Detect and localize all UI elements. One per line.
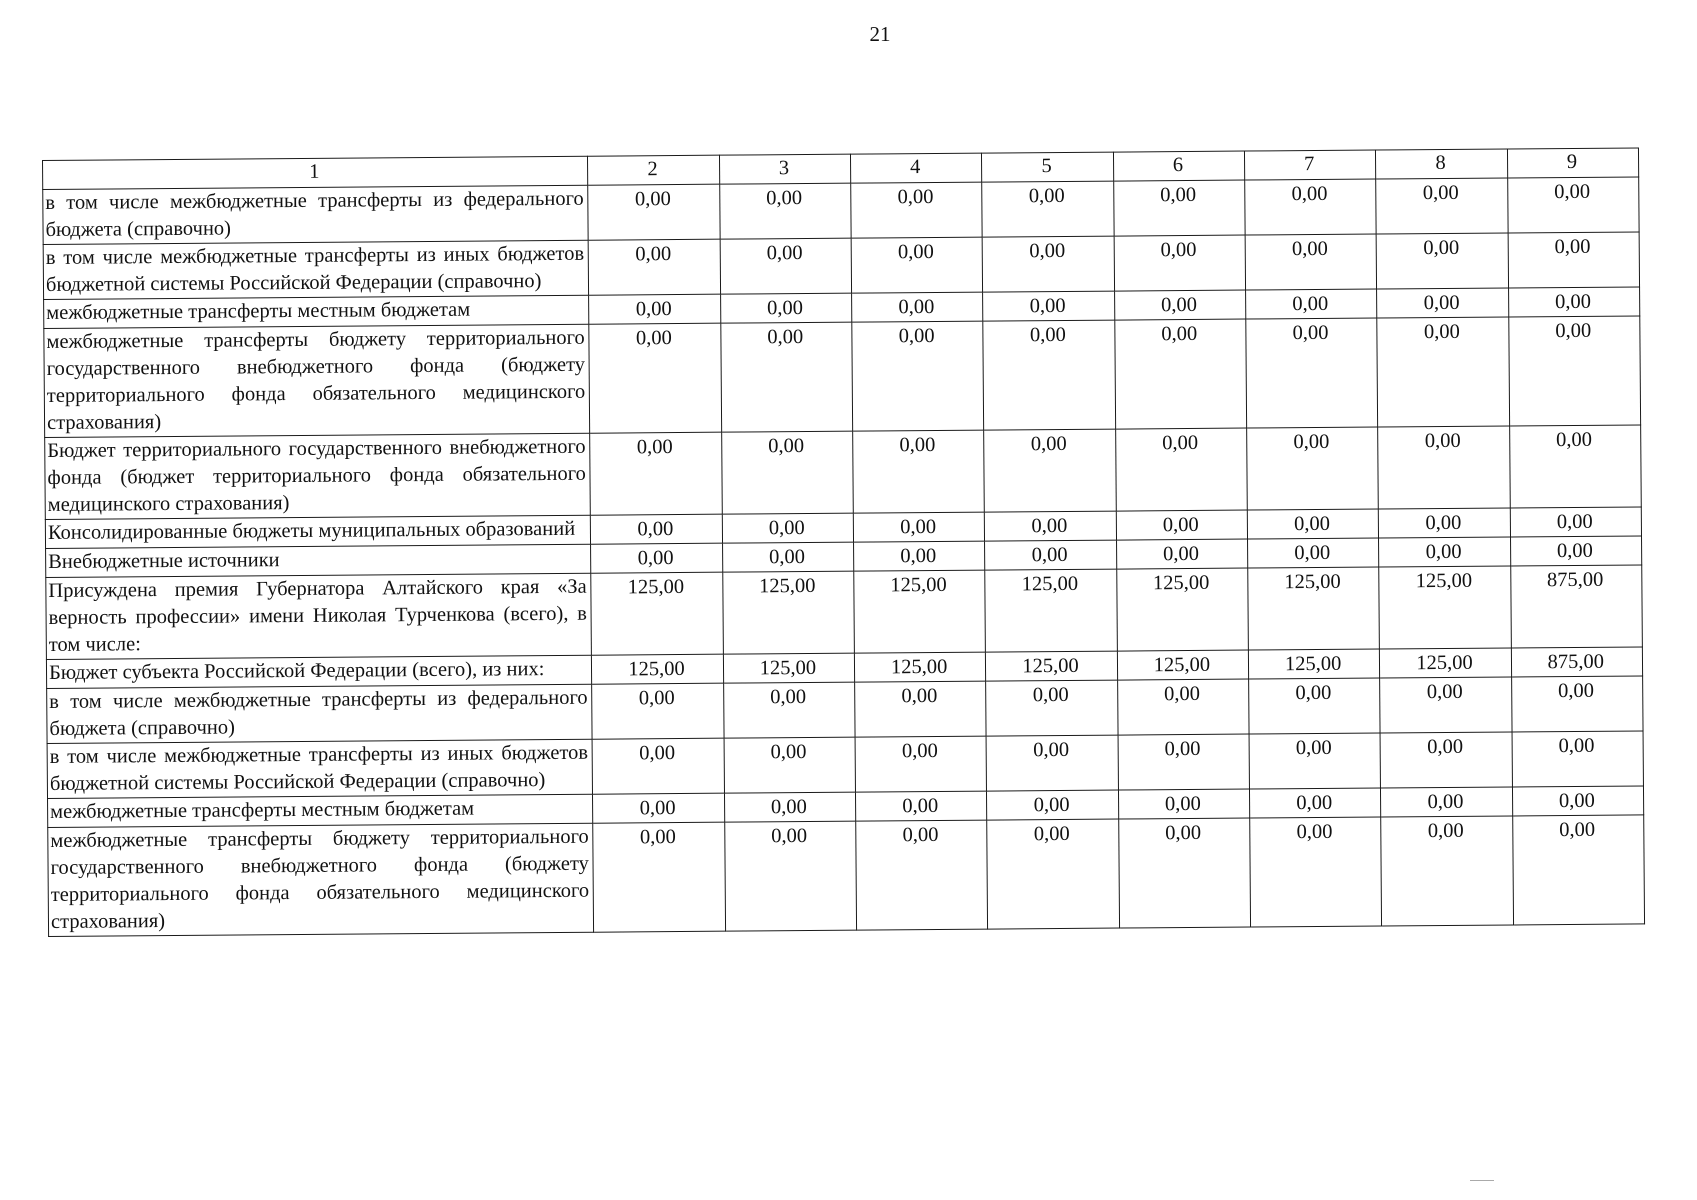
value-cell-col-4: 0,00 xyxy=(852,292,984,322)
value-cell-col-6: 0,00 xyxy=(1118,789,1250,819)
value-cell-col-8: 0,00 xyxy=(1381,816,1513,926)
value-cell-col-8: 0,00 xyxy=(1380,677,1512,733)
value-cell-col-4: 0,00 xyxy=(854,541,986,571)
header-cell-9: 9 xyxy=(1507,148,1639,178)
value-cell-col-6: 0,00 xyxy=(1113,180,1245,236)
value-cell-col-5: 0,00 xyxy=(982,181,1114,237)
value-cell-col-5: 0,00 xyxy=(983,291,1115,321)
row-label: в том числе межбюджетные трансферты из федерального бюджета (справочно) xyxy=(43,185,589,244)
table-row xyxy=(48,815,1645,937)
value-cell-col-5: 125,00 xyxy=(985,569,1117,652)
value-cell-col-8: 0,00 xyxy=(1381,787,1513,817)
value-cell-col-8: 125,00 xyxy=(1380,648,1512,678)
row-label: в том числе межбюджетные трансферты из иных бюджетов бюджетной системы Российской Федерации (справочно) xyxy=(47,739,593,798)
value-cell-col-2: 125,00 xyxy=(592,654,724,684)
value-cell-col-8: 0,00 xyxy=(1377,317,1509,427)
budget-table-container xyxy=(42,147,1645,937)
value-cell-col-4: 0,00 xyxy=(851,237,983,293)
value-cell-col-9: 0,00 xyxy=(1508,232,1640,288)
value-cell-col-3: 0,00 xyxy=(724,792,856,822)
value-cell-col-7: 0,00 xyxy=(1249,788,1381,818)
value-cell-col-5: 125,00 xyxy=(986,651,1118,681)
value-cell-col-5: 0,00 xyxy=(986,680,1118,736)
scan-mark xyxy=(1470,1180,1494,1181)
value-cell-col-9: 0,00 xyxy=(1511,676,1643,732)
value-cell-col-3: 0,00 xyxy=(722,542,854,572)
value-cell-col-6: 0,00 xyxy=(1117,679,1249,735)
value-cell-col-7: 0,00 xyxy=(1249,678,1381,734)
value-cell-col-3: 0,00 xyxy=(720,322,852,432)
header-cell-1: 1 xyxy=(43,156,589,189)
value-cell-col-2: 0,00 xyxy=(590,432,722,515)
value-cell-col-6: 0,00 xyxy=(1116,539,1248,569)
value-cell-col-3: 0,00 xyxy=(724,821,856,931)
value-cell-col-6: 0,00 xyxy=(1118,734,1250,790)
value-cell-col-8: 0,00 xyxy=(1379,537,1511,567)
value-cell-col-5: 0,00 xyxy=(984,429,1116,512)
value-cell-col-9: 875,00 xyxy=(1511,647,1643,677)
row-label: в том числе межбюджетные трансферты из федерального бюджета (справочно) xyxy=(47,684,593,743)
table-row xyxy=(44,316,1641,438)
value-cell-col-2: 0,00 xyxy=(592,738,724,794)
table-body xyxy=(43,177,1645,937)
header-cell-5: 5 xyxy=(982,152,1114,182)
value-cell-col-5: 0,00 xyxy=(982,236,1114,292)
value-cell-col-7: 0,00 xyxy=(1245,179,1377,235)
value-cell-col-5: 0,00 xyxy=(985,511,1117,541)
value-cell-col-9: 0,00 xyxy=(1512,815,1644,925)
value-cell-col-7: 0,00 xyxy=(1246,318,1378,428)
value-cell-col-9: 0,00 xyxy=(1507,177,1639,233)
row-label: межбюджетные трансферты местным бюджетам xyxy=(44,295,590,328)
value-cell-col-9: 0,00 xyxy=(1510,536,1642,566)
value-cell-col-2: 0,00 xyxy=(593,822,725,932)
value-cell-col-5: 0,00 xyxy=(983,320,1115,430)
value-cell-col-3: 0,00 xyxy=(720,293,852,323)
value-cell-col-9: 0,00 xyxy=(1512,786,1644,816)
value-cell-col-8: 0,00 xyxy=(1376,233,1508,289)
value-cell-col-8: 0,00 xyxy=(1377,288,1509,318)
value-cell-col-3: 0,00 xyxy=(722,513,854,543)
value-cell-col-4: 0,00 xyxy=(855,736,987,792)
value-cell-col-4: 0,00 xyxy=(856,820,988,930)
value-cell-col-4: 0,00 xyxy=(852,321,984,431)
value-cell-col-2: 0,00 xyxy=(589,323,721,433)
value-cell-col-7: 0,00 xyxy=(1249,733,1381,789)
page-number: 21 xyxy=(869,22,891,46)
value-cell-col-8: 0,00 xyxy=(1378,426,1510,509)
row-label: межбюджетные трансферты бюджету территориального государственного внебюджетного фонда (бюджету территориального фонда обязательного медицинского страхования) xyxy=(44,324,590,437)
value-cell-col-4: 0,00 xyxy=(851,182,983,238)
value-cell-col-4: 0,00 xyxy=(853,512,985,542)
row-label: Присуждена премия Губернатора Алтайского края «За верность профессии» имени Николая Турченкова (всего), в том числе: xyxy=(46,573,592,659)
value-cell-col-3: 0,00 xyxy=(724,737,856,793)
value-cell-col-2: 0,00 xyxy=(593,793,725,823)
value-cell-col-6: 0,00 xyxy=(1116,510,1248,540)
value-cell-col-4: 125,00 xyxy=(854,570,986,653)
value-cell-col-3: 0,00 xyxy=(721,431,853,514)
value-cell-col-9: 0,00 xyxy=(1508,316,1640,426)
value-cell-col-3: 0,00 xyxy=(720,238,852,294)
value-cell-col-7: 0,00 xyxy=(1247,427,1379,510)
budget-table xyxy=(42,147,1645,937)
row-label: межбюджетные трансферты бюджету территориального государственного внебюджетного фонда (бюджету территориального фонда обязательного медицинского страхования) xyxy=(48,823,594,936)
value-cell-col-3: 125,00 xyxy=(723,653,855,683)
value-cell-col-8: 0,00 xyxy=(1376,178,1508,234)
value-cell-col-6: 0,00 xyxy=(1118,818,1250,928)
value-cell-col-2: 0,00 xyxy=(589,239,721,295)
value-cell-col-2: 0,00 xyxy=(591,543,723,573)
table-row xyxy=(45,425,1642,520)
row-label: Внебюджетные источники xyxy=(46,544,592,577)
row-label: Консолидированные бюджеты муниципальных образований xyxy=(45,515,591,548)
value-cell-col-8: 0,00 xyxy=(1379,508,1511,538)
value-cell-col-6: 0,00 xyxy=(1115,428,1247,511)
row-label: в том числе межбюджетные трансферты из иных бюджетов бюджетной системы Российской Федерации (справочно) xyxy=(43,240,589,299)
value-cell-col-2: 125,00 xyxy=(591,572,723,655)
value-cell-col-5: 0,00 xyxy=(987,790,1119,820)
value-cell-col-2: 0,00 xyxy=(588,184,720,240)
row-label: Бюджет субъекта Российской Федерации (всего), из них: xyxy=(46,655,592,688)
row-label: Бюджет территориального государственного внебюджетного фонда (бюджет территориального фонда обязательного медицинского страхования) xyxy=(45,433,591,519)
value-cell-col-2: 0,00 xyxy=(589,294,721,324)
value-cell-col-7: 0,00 xyxy=(1250,817,1382,927)
value-cell-col-9: 0,00 xyxy=(1512,731,1644,787)
value-cell-col-6: 0,00 xyxy=(1114,290,1246,320)
value-cell-col-6: 0,00 xyxy=(1114,319,1246,429)
header-cell-6: 6 xyxy=(1113,151,1245,181)
value-cell-col-4: 125,00 xyxy=(854,652,986,682)
value-cell-col-3: 0,00 xyxy=(719,183,851,239)
header-cell-4: 4 xyxy=(850,153,982,183)
header-cell-8: 8 xyxy=(1376,149,1508,179)
value-cell-col-2: 0,00 xyxy=(592,683,724,739)
value-cell-col-6: 125,00 xyxy=(1116,568,1248,651)
value-cell-col-6: 125,00 xyxy=(1117,650,1249,680)
value-cell-col-5: 0,00 xyxy=(986,735,1118,791)
value-cell-col-3: 125,00 xyxy=(722,571,854,654)
value-cell-col-7: 0,00 xyxy=(1245,234,1377,290)
value-cell-col-7: 125,00 xyxy=(1248,567,1380,650)
value-cell-col-3: 0,00 xyxy=(723,682,855,738)
value-cell-col-7: 0,00 xyxy=(1248,538,1380,568)
value-cell-col-8: 0,00 xyxy=(1380,732,1512,788)
header-cell-2: 2 xyxy=(588,155,720,185)
value-cell-col-4: 0,00 xyxy=(856,791,988,821)
value-cell-col-2: 0,00 xyxy=(591,514,723,544)
value-cell-col-9: 875,00 xyxy=(1510,565,1642,648)
header-cell-7: 7 xyxy=(1244,150,1376,180)
value-cell-col-6: 0,00 xyxy=(1114,235,1246,291)
header-cell-3: 3 xyxy=(719,154,851,184)
value-cell-col-4: 0,00 xyxy=(853,430,985,513)
value-cell-col-7: 0,00 xyxy=(1247,509,1379,539)
value-cell-col-5: 0,00 xyxy=(985,540,1117,570)
value-cell-col-7: 0,00 xyxy=(1246,289,1378,319)
value-cell-col-9: 0,00 xyxy=(1509,425,1641,508)
value-cell-col-7: 125,00 xyxy=(1248,649,1380,679)
table-row xyxy=(46,565,1643,660)
value-cell-col-9: 0,00 xyxy=(1508,287,1640,317)
value-cell-col-8: 125,00 xyxy=(1379,566,1511,649)
value-cell-col-4: 0,00 xyxy=(855,681,987,737)
row-label: межбюджетные трансферты местным бюджетам xyxy=(48,794,594,827)
value-cell-col-9: 0,00 xyxy=(1510,507,1642,537)
value-cell-col-5: 0,00 xyxy=(987,819,1119,929)
